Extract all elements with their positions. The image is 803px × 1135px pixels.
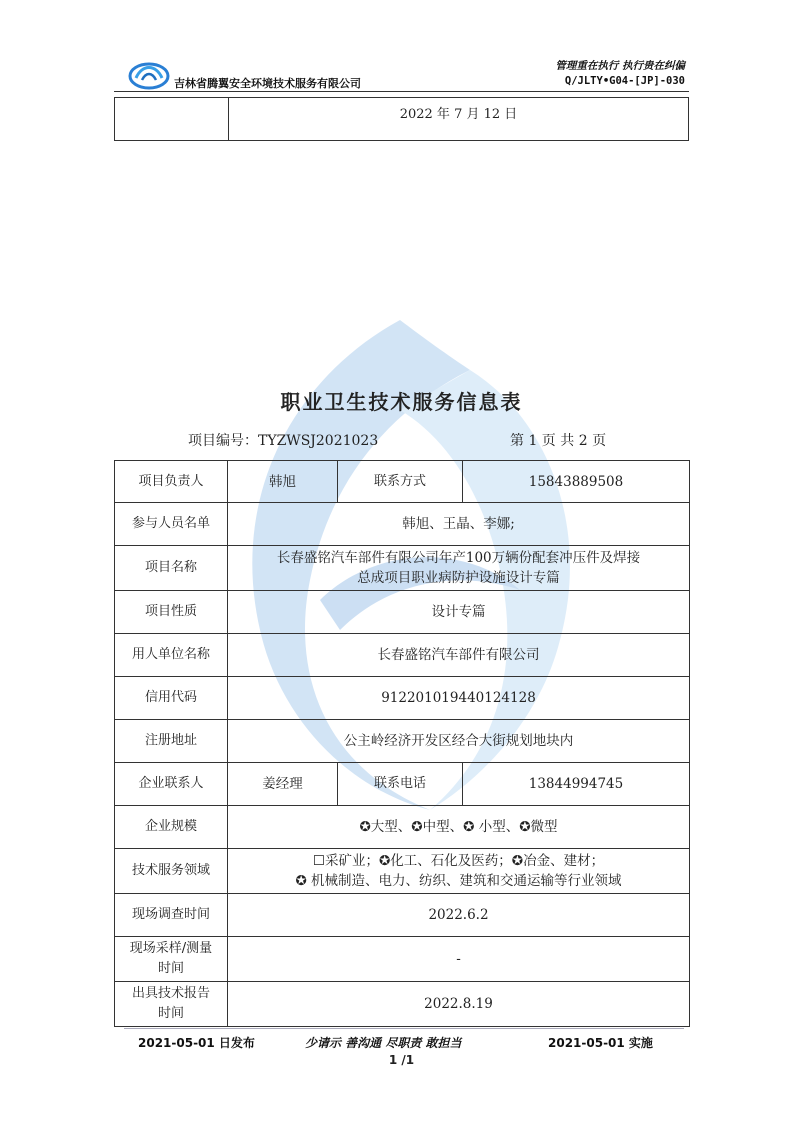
enterprise-contact-value: 姜经理 [228, 763, 338, 806]
members-value: 韩旭、王晶、李娜; [228, 503, 690, 546]
table-row [115, 461, 690, 503]
sampling-label-line2: 时间 [157, 961, 184, 976]
table-row [115, 894, 690, 937]
sampling-label-line1: 现场采样/测量 [129, 941, 213, 956]
report-label-line2: 时间 [157, 1006, 184, 1021]
credit-code-value: 912201019440124128 [228, 677, 690, 720]
table-row [115, 720, 690, 763]
table-row [115, 677, 690, 720]
table-row [115, 763, 690, 806]
project-name-line2: 总成项目职业病防护设施设计专篇 [357, 570, 560, 586]
page-info: 第 1 页 共 2 页 [510, 433, 607, 449]
phone-value: 13844994745 [463, 763, 690, 806]
report-label-line1: 出具技术报告 [131, 986, 210, 1001]
field-line2: ✪ 机械制造、电力、纺织、建筑和交通运输等行业领域 [295, 873, 622, 889]
table-row [115, 937, 690, 982]
scale-label: 企业规模 [115, 806, 228, 849]
table-row [115, 591, 690, 634]
page-number: 1 /1 [388, 1053, 415, 1067]
field-value [228, 849, 690, 894]
leader-label: 项目负责人 [115, 461, 228, 503]
signature-date: 2022 年 7 月 12 日 [399, 107, 518, 122]
field-label: 技术服务领域 [115, 849, 228, 894]
enterprise-contact-label: 企业联系人 [115, 763, 228, 806]
members-label: 参与人员名单 [115, 503, 228, 546]
contact-label: 联系方式 [338, 461, 463, 503]
employer-label: 用人单位名称 [115, 634, 228, 677]
project-number: 项目编号：TYZWSJ2021023 [188, 433, 379, 449]
company-name: 吉林省腾翼安全环境技术服务有限公司 [174, 77, 361, 90]
project-name-label: 项目名称 [115, 546, 228, 591]
scale-value: ✪大型、✪中型、✪ 小型、✪微型 [228, 806, 690, 849]
phone-label: 联系电话 [338, 763, 463, 806]
nature-label: 项目性质 [115, 591, 228, 634]
report-time-value: 2022.8.19 [228, 982, 690, 1027]
table-row [115, 634, 690, 677]
sampling-time-label [115, 937, 228, 982]
signature-date-table [114, 97, 689, 141]
table-row [115, 546, 690, 591]
document-code: Q/JLTY•G04-[JP]-030 [564, 75, 685, 87]
field-line1: ☐采矿业；✪化工、石化及医药；✪冶金、建材； [312, 853, 605, 869]
page-title: 职业卫生技术服务信息表 [280, 390, 523, 414]
address-label: 注册地址 [115, 720, 228, 763]
header-slogan: 管理重在执行 执行贵在纠偏 [555, 60, 685, 72]
header-divider [114, 91, 689, 92]
issue-date: 2021-05-01 日发布 [138, 1036, 255, 1050]
leader-value: 韩旭 [228, 461, 338, 503]
footer-divider [124, 1028, 684, 1029]
table-row [115, 503, 690, 546]
project-name-value [228, 546, 690, 591]
credit-code-label: 信用代码 [115, 677, 228, 720]
project-name-line1: 长春盛铭汽车部件有限公司年产100万辆份配套冲压件及焊接 [276, 550, 641, 566]
employer-value: 长春盛铭汽车部件有限公司 [228, 634, 690, 677]
contact-value: 15843889508 [463, 461, 690, 503]
survey-time-value: 2022.6.2 [228, 894, 690, 937]
sampling-time-value: - [228, 937, 690, 982]
footer-motto: 少请示 善沟通 尽职责 敢担当 [305, 1036, 462, 1050]
effective-date: 2021-05-01 实施 [548, 1036, 653, 1050]
table-row [115, 806, 690, 849]
table-row [115, 982, 690, 1027]
table-row [115, 849, 690, 894]
service-info-table [114, 460, 690, 1027]
survey-time-label: 现场调查时间 [115, 894, 228, 937]
nature-value: 设计专篇 [228, 591, 690, 634]
report-time-label [115, 982, 228, 1027]
company-logo-icon [128, 58, 170, 90]
address-value: 公主岭经济开发区经合大街规划地块内 [228, 720, 690, 763]
